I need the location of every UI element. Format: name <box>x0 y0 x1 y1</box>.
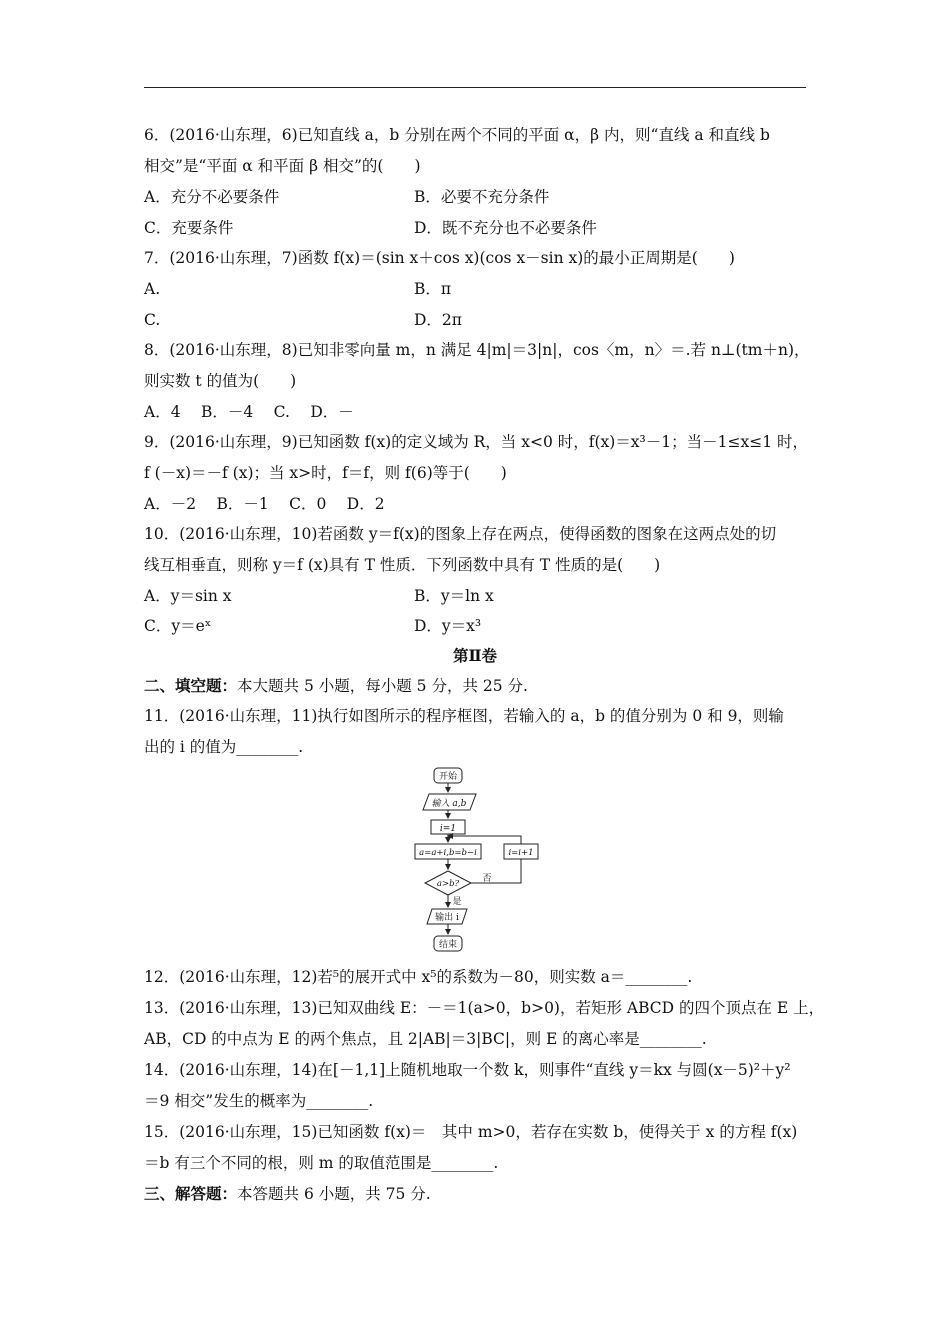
q7-option-c: C. <box>144 311 161 329</box>
q7-option-b: B．π <box>414 280 452 298</box>
flowchart-input-label: 输入 a,b <box>431 799 467 809</box>
flowchart-condition-label: a>b? <box>436 879 460 889</box>
q7-option-d: D．2π <box>414 311 462 329</box>
q6-stem-line2: 相交”是“平面 α 和平面 β 相交”的( ) <box>144 157 421 175</box>
q11-stem-line1: 11．(2016·山东理，11)执行如图所示的程序框图，若输入的 a，b 的值分别为 0 和 9，则输 <box>144 707 784 725</box>
flowchart-update-label: a=a+i,b=b−i <box>419 848 477 858</box>
q8-stem-line2: 则实数 t 的值为( ) <box>144 372 297 390</box>
q13-stem-line2: AB，CD 的中点为 E 的两个焦点，且 2|AB|＝3|BC|，则 E 的离心率是________. <box>144 1030 707 1048</box>
q6-stem-line1: 6．(2016·山东理，6)已知直线 a，b 分别在两个不同的平面 α，β 内，则“直线 a 和直线 b <box>144 126 770 144</box>
section2-heading-text: 本大题共 5 小题，每小题 5 分，共 25 分. <box>237 677 528 695</box>
q9-stem-line2: f (－x)＝－f (x)；当 x>时，f＝f，则 f(6)等于( ) <box>144 464 507 482</box>
q6-option-d: D．既不充分也不必要条件 <box>414 219 597 237</box>
q10-stem-line2: 线互相垂直，则称 y＝f (x)具有 T 性质．下列函数中具有 T 性质的是( ) <box>144 556 661 574</box>
flowchart-end-label: 结束 <box>438 940 458 950</box>
header-rule <box>144 87 806 88</box>
q10-stem-line1: 10．(2016·山东理，10)若函数 y＝f(x)的图象上存在两点，使得函数的图象在这两点处的切 <box>144 525 777 543</box>
flowchart-increment-label: i=i+1 <box>508 848 534 858</box>
flowchart <box>405 762 555 958</box>
q8-options: A．4 B．－4 C. D．－ <box>144 403 354 421</box>
q6-option-b: B．必要不充分条件 <box>414 188 550 206</box>
q10-option-a: A．y＝sin x <box>144 587 232 605</box>
q10-option-c: C．y＝eˣ <box>144 617 212 635</box>
flowchart-start-label: 开始 <box>438 772 458 782</box>
flowchart-output-label: 输出 i <box>435 913 459 923</box>
section3-heading-line <box>144 1184 431 1204</box>
flowchart-init-label: i=1 <box>439 824 457 834</box>
q10-option-d: D．y＝x³ <box>414 617 482 635</box>
section2-heading-line <box>144 676 528 696</box>
section2-heading: 二、填空题： <box>144 676 238 695</box>
q11-stem-line2: 出的 i 的值为________. <box>144 738 304 756</box>
q6-option-a: A．充分不必要条件 <box>144 188 280 206</box>
section2-title: 第Ⅱ卷 <box>452 646 498 665</box>
q13-stem-line1: 13．(2016·山东理，13)已知双曲线 E：－＝1(a>0，b>0)，若矩形 ABCD 的四个顶点在 E 上， <box>144 999 825 1017</box>
q15-stem-line2: ＝b 有三个不同的根，则 m 的取值范围是________. <box>144 1154 499 1172</box>
section3-heading: 三、解答题： <box>144 1184 238 1203</box>
q14-stem-line2: ＝9 相交”发生的概率为________. <box>144 1092 374 1110</box>
q7-stem-line1: 7．(2016·山东理，7)函数 f(x)＝(sin x＋cos x)(cos x－sin x)的最小正周期是( ) <box>144 249 735 267</box>
q14-stem-line1: 14．(2016·山东理，14)在[－1,1]上随机地取一个数 k，则事件“直线 y＝kx 与圆(x－5)²＋y² <box>144 1061 791 1079</box>
flowchart-yes-label: 是 <box>452 897 462 907</box>
q12-stem-line1: 12．(2016·山东理，12)若⁵的展开式中 x⁵的系数为－80，则实数 a＝________. <box>144 968 693 986</box>
q10-option-b: B．y＝ln x <box>414 587 494 605</box>
q6-option-c: C．充要条件 <box>144 219 234 237</box>
section3-heading-text: 本答题共 6 小题，共 75 分. <box>237 1185 431 1203</box>
flowchart-no-label: 否 <box>482 874 492 884</box>
q7-option-a: A. <box>144 280 161 298</box>
q8-stem-line1: 8．(2016·山东理，8)已知非零向量 m，n 满足 4|m|＝3|n|，cos〈m，n〉＝.若 n⊥(tm＋n)， <box>144 341 810 359</box>
q9-stem-line1: 9．(2016·山东理，9)已知函数 f(x)的定义域为 R，当 x<0 时，f(x)＝x³－1；当－1≤x≤1 时， <box>144 433 808 451</box>
q15-stem-line1: 15．(2016·山东理，15)已知函数 f(x)＝ 其中 m>0，若存在实数 b，使得关于 x 的方程 f(x) <box>144 1123 798 1141</box>
q9-options: A．－2 B．－1 C．0 D．2 <box>144 495 385 513</box>
